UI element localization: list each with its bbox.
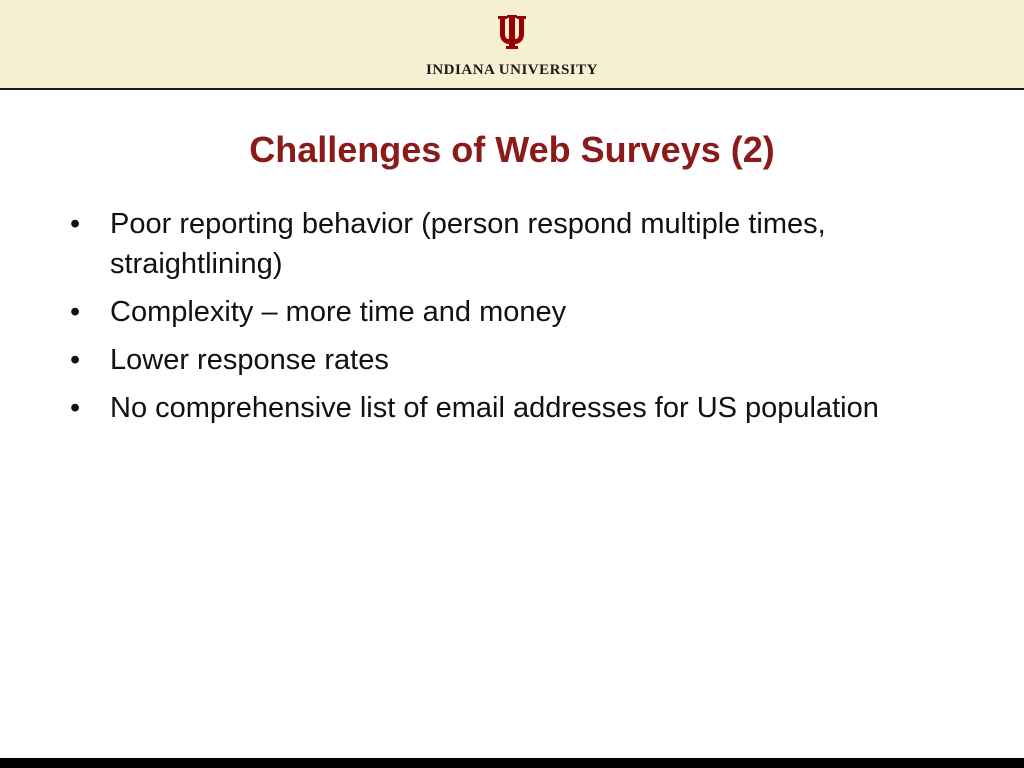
bullet-dot: • xyxy=(70,296,81,328)
bullet-text: Poor reporting behavior (person respond multiple times, straightlining) xyxy=(110,208,826,280)
bullet-list xyxy=(70,204,970,436)
university-wordmark: INDIANA UNIVERSITY xyxy=(426,62,598,78)
slide-title: Challenges of Web Surveys (2) xyxy=(249,129,775,170)
bullet-item xyxy=(70,388,970,428)
bullet-text: Lower response rates xyxy=(110,344,389,376)
bullet-text: No comprehensive list of email addresses for US population xyxy=(110,392,879,424)
bullet-text: Complexity – more time and money xyxy=(110,296,567,328)
bullet-item xyxy=(70,204,970,284)
bullet-dot: • xyxy=(70,392,81,424)
bullet-dot: • xyxy=(70,344,81,376)
bullet-item xyxy=(70,340,970,380)
bottom-bar xyxy=(0,758,1024,768)
iu-trident-icon xyxy=(497,14,527,50)
bullet-item xyxy=(70,292,970,332)
header-banner xyxy=(0,0,1024,90)
bullet-dot: • xyxy=(70,208,81,240)
